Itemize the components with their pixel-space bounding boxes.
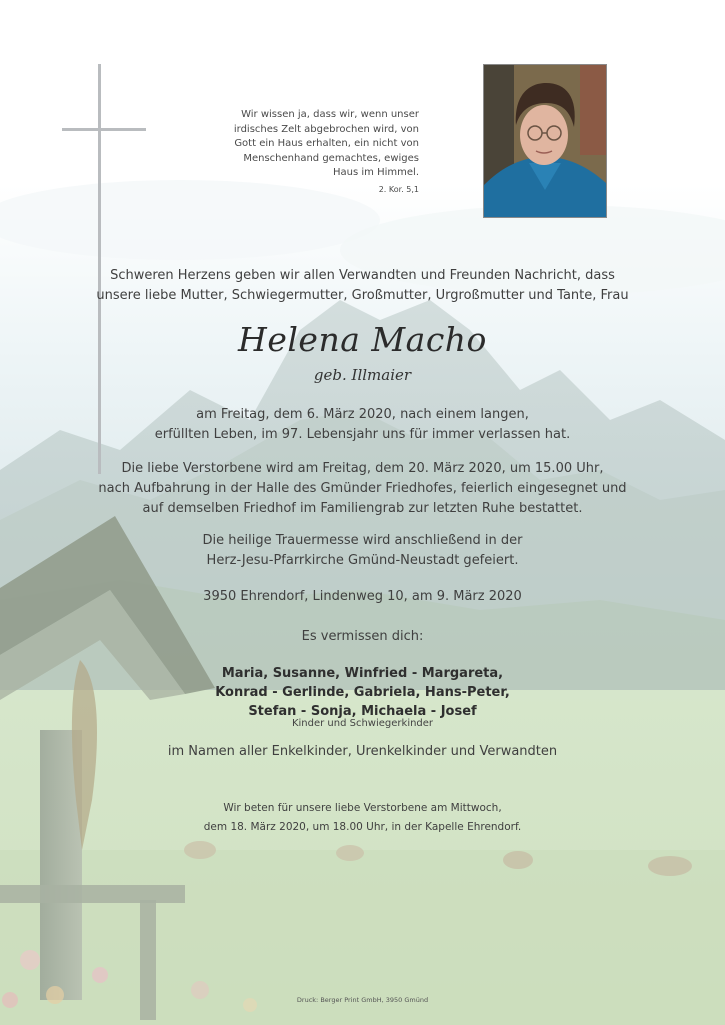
on-behalf-text: im Namen aller Enkelkinder, Urenkelkinder und Verwandten (167, 744, 558, 759)
missed-by-heading: Es vermissen dich: (301, 629, 424, 644)
family-relation: Kinder und Schwiegerkinder (291, 718, 434, 729)
mass-notice (0, 531, 725, 571)
intro-line: unsere liebe Mutter, Schwiegermutter, Großmutter, Urgroßmutter und Tante, Frau (96, 288, 629, 303)
death-line: erfüllten Leben, im 97. Lebensjahr uns für immer verlassen hat. (154, 427, 571, 442)
intro-line: Schweren Herzens geben wir allen Verwandten und Freunden Nachricht, dass (110, 268, 615, 283)
burial-line: auf demselben Friedhof im Familiengrab zur letzten Ruhe bestattet. (142, 501, 583, 516)
family-names (0, 664, 725, 721)
burial-line: nach Aufbahrung in der Halle des Gmünder Friedhofes, feierlich eingesegnet und (98, 481, 627, 496)
family-line: Stefan - Sonja, Michaela - Josef (248, 704, 477, 719)
prayer-line: dem 18. März 2020, um 18.00 Uhr, in der Kapelle Ehrendorf. (203, 821, 522, 833)
burial-line: Die liebe Verstorbene wird am Freitag, dem 20. März 2020, um 15.00 Uhr, (121, 461, 604, 476)
deceased-name: Helena Macho (238, 320, 487, 359)
verse-line: Wir wissen ja, dass wir, wenn unser (241, 109, 419, 120)
bible-verse (205, 108, 419, 198)
intro-text (0, 266, 725, 306)
mass-line: Die heilige Trauermesse wird anschließend in der (202, 533, 523, 548)
prayer-line: Wir beten für unsere liebe Verstorbene am Mittwoch, (223, 802, 502, 814)
mass-line: Herz-Jesu-Pfarrkirche Gmünd-Neustadt gefeiert. (206, 553, 519, 568)
prayer-notice (0, 799, 725, 837)
family-line: Maria, Susanne, Winfried - Margareta, (221, 666, 504, 681)
death-notice (0, 405, 725, 445)
portrait-photo (483, 64, 607, 218)
place-date: 3950 Ehrendorf, Lindenweg 10, am 9. März 2020 (203, 589, 522, 604)
verse-line: Menschenhand gemachtes, ewiges (243, 152, 419, 164)
cross-horizontal-bar (62, 128, 146, 131)
family-line: Konrad - Gerlinde, Gabriela, Hans-Peter, (215, 685, 510, 700)
verse-line: irdisches Zelt abgebrochen wird, von (233, 123, 419, 135)
verse-reference: 2. Kor. 5,1 (378, 184, 419, 194)
printer-credit: Druck: Berger Print GmbH, 3950 Gmünd (296, 996, 429, 1004)
death-line: am Freitag, dem 6. März 2020, nach einem langen, (196, 407, 529, 422)
verse-line: Haus im Himmel. (333, 167, 419, 179)
maiden-name: geb. Illmaier (313, 366, 412, 384)
burial-notice (0, 459, 725, 519)
verse-line: Gott ein Haus erhalten, ein nicht von (234, 138, 419, 150)
